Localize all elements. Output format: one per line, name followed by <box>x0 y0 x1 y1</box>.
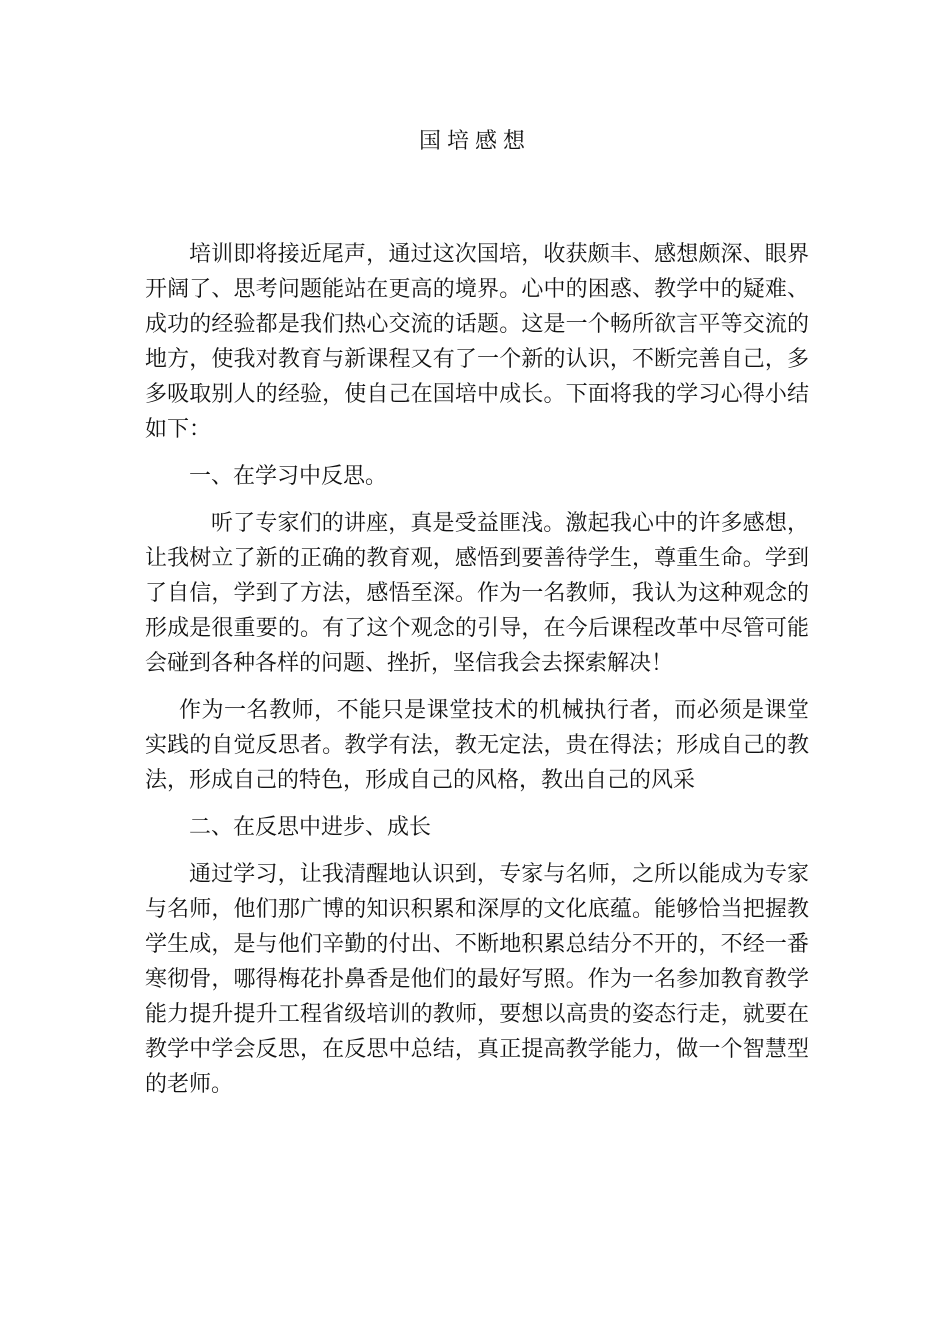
paragraph-teacher-role: 作为一名教师，不能只是课堂技术的机械执行者，而必须是课堂实践的自觉反思者。教学有法，教无定法，贵在得法；形成自己的教法，形成自己的特色，形成自己的风格，教出自己的风采 <box>145 698 809 793</box>
section-heading-2: 二、在反思中进步、成长 <box>189 815 432 840</box>
section-heading-1: 一、在学习中反思。 <box>189 464 388 489</box>
paragraph-section-1: 听了专家们的讲座，真是受益匪浅。激起我心中的许多感想，让我树立了新的正确的教育观，感悟到要善待学生，尊重生命。学到了自信，学到了方法，感悟至深。作为一名教师，我认为这种观念的形成是很重要的。有了这个观念的引导，在今后课程改革中尽管可能会碰到各种各样的问题、挫折，坚信我会去探索解决！ <box>145 511 809 676</box>
paragraph-intro: 培训即将接近尾声，通过这次国培，收获颇丰、感想颇深、眼界开阔了、思考问题能站在更高的境界。心中的困惑、教学中的疑难、成功的经验都是我们热心交流的话题。这是一个畅所欲言平等交流的地方，使我对教育与新课程又有了一个新的认识，不断完善自己，多多吸取别人的经验，使自己在国培中成长。下面将我的学习心得小结如下： <box>145 242 809 442</box>
document-title: 国培感想 <box>418 129 531 154</box>
document-body <box>145 237 809 1114</box>
paragraph-section-2: 通过学习，让我清醒地认识到，专家与名师，之所以能成为专家与名师，他们那广博的知识积累和深厚的文化底蕴。能够恰当把握教学生成，是与他们辛勤的付出、不断地积累总结分不开的，不经一番寒彻骨，哪得梅花扑鼻香是他们的最好写照。作为一名参加教育教学能力提升提升工程省级培训的教师，要想以高贵的姿态行走，就要在教学中学会反思，在反思中总结，真正提高教学能力，做一个智慧型的老师。 <box>145 862 809 1097</box>
